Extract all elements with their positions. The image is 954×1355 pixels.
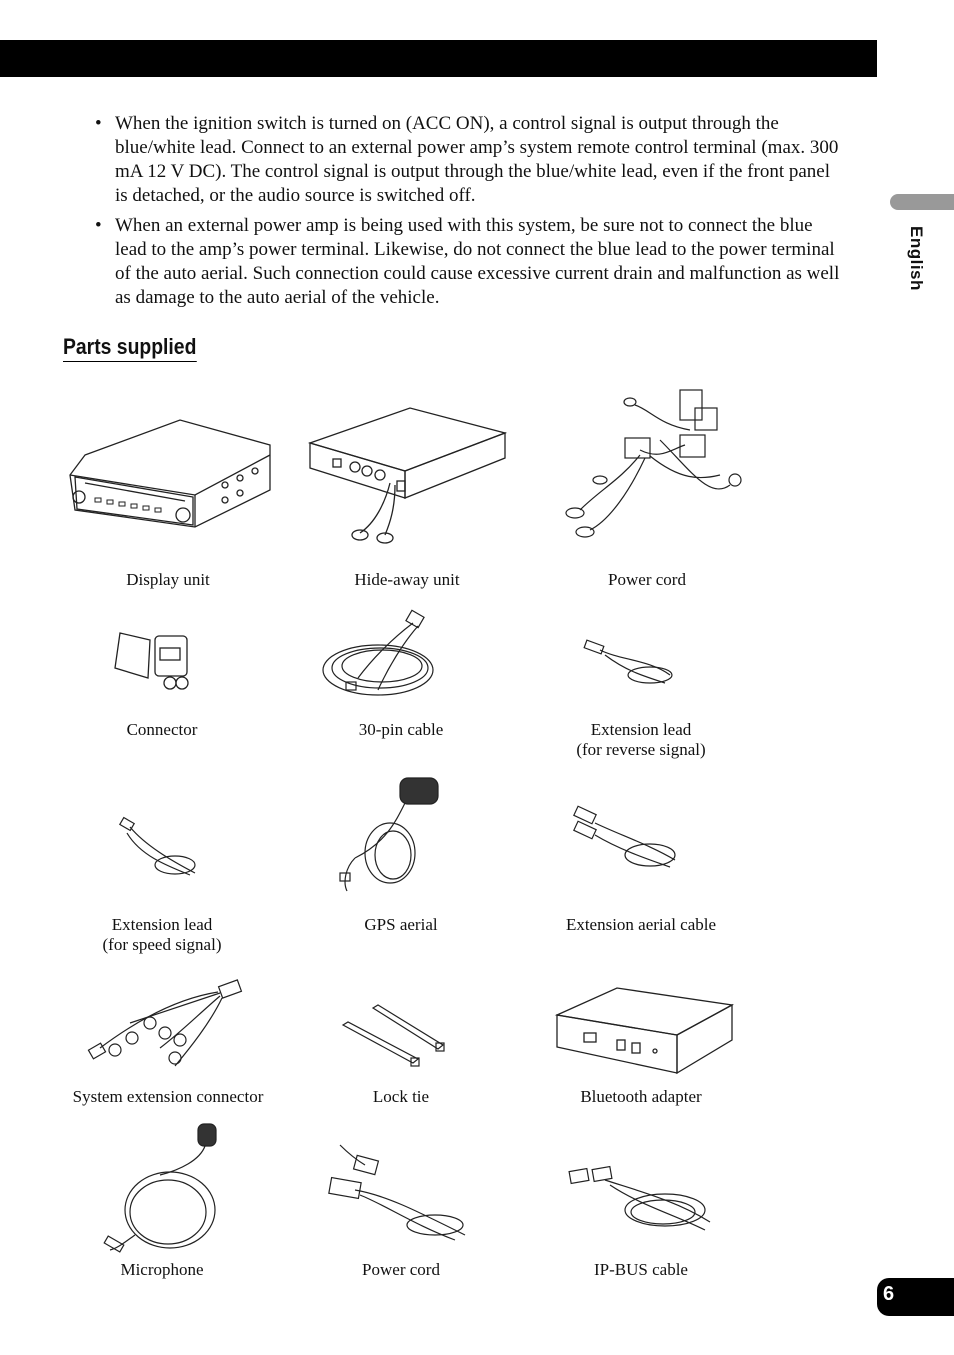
language-label: English (907, 226, 926, 291)
part-caption: Hide-away unit (354, 570, 460, 589)
ip-bus-cable-illustration (565, 1160, 715, 1240)
language-tab (890, 194, 954, 210)
extension-lead-illustration (115, 815, 200, 880)
power-cord-illustration (540, 380, 755, 555)
note-item: • When an external power amp is being used with this system, be sure not to connect the blue lead to the amp’s power terminal. Likewise, do not connect the blue lead to the power terminal of the auto aerial. Such connection could cause excessive current drain and malfunction as well as damage to the auto aerial of the vehicle. (95, 214, 845, 310)
part-caption: Microphone (120, 1260, 204, 1279)
notes-list (95, 112, 845, 316)
caption-line: Extension lead (111, 915, 213, 934)
part-caption: Bluetooth adapter (580, 1087, 702, 1106)
part-caption: IP-BUS cable (594, 1260, 688, 1279)
part-caption: Connector (126, 720, 198, 739)
lock-tie-illustration (338, 1003, 450, 1068)
part-caption: GPS aerial (364, 915, 438, 934)
gps-aerial-illustration (335, 773, 445, 898)
extension-lead-illustration (580, 635, 678, 690)
hide-away-unit-illustration (305, 403, 510, 548)
part-caption: 30-pin cable (358, 720, 444, 739)
section-title: Parts supplied (63, 334, 196, 362)
aerial-cable-illustration (570, 805, 682, 875)
microphone-illustration (100, 1120, 225, 1258)
header-bar (0, 40, 877, 77)
power-cord-illustration (325, 1140, 470, 1245)
system-connector-illustration (80, 978, 245, 1078)
part-caption: Power cord (608, 570, 686, 589)
bluetooth-adapter-illustration (552, 985, 735, 1077)
part-caption: System extension connector (72, 1087, 264, 1106)
part-caption: Power cord (362, 1260, 440, 1279)
part-caption: Display unit (126, 570, 210, 589)
part-caption (511, 720, 771, 760)
part-caption (32, 915, 292, 955)
caption-line: Extension lead (590, 720, 692, 739)
part-caption: Lock tie (372, 1087, 430, 1106)
cable-illustration (318, 608, 450, 703)
note-item: • When the ignition switch is turned on (ACC ON), a control signal is output through the blue/white lead. Connect to an external power amp’s system remote control terminal (max. 300 mA 12 V DC). The control signal is output through the blue/white lead, even if the front panel is detached, or the audio source is switched off. (95, 112, 845, 208)
caption-line: (for reverse signal) (576, 740, 706, 759)
part-caption: Extension aerial cable (565, 915, 717, 934)
display-unit-illustration (65, 415, 275, 535)
caption-line: (for speed signal) (102, 935, 222, 954)
page-number: 6 (883, 1283, 895, 1305)
connector-illustration (110, 628, 195, 693)
